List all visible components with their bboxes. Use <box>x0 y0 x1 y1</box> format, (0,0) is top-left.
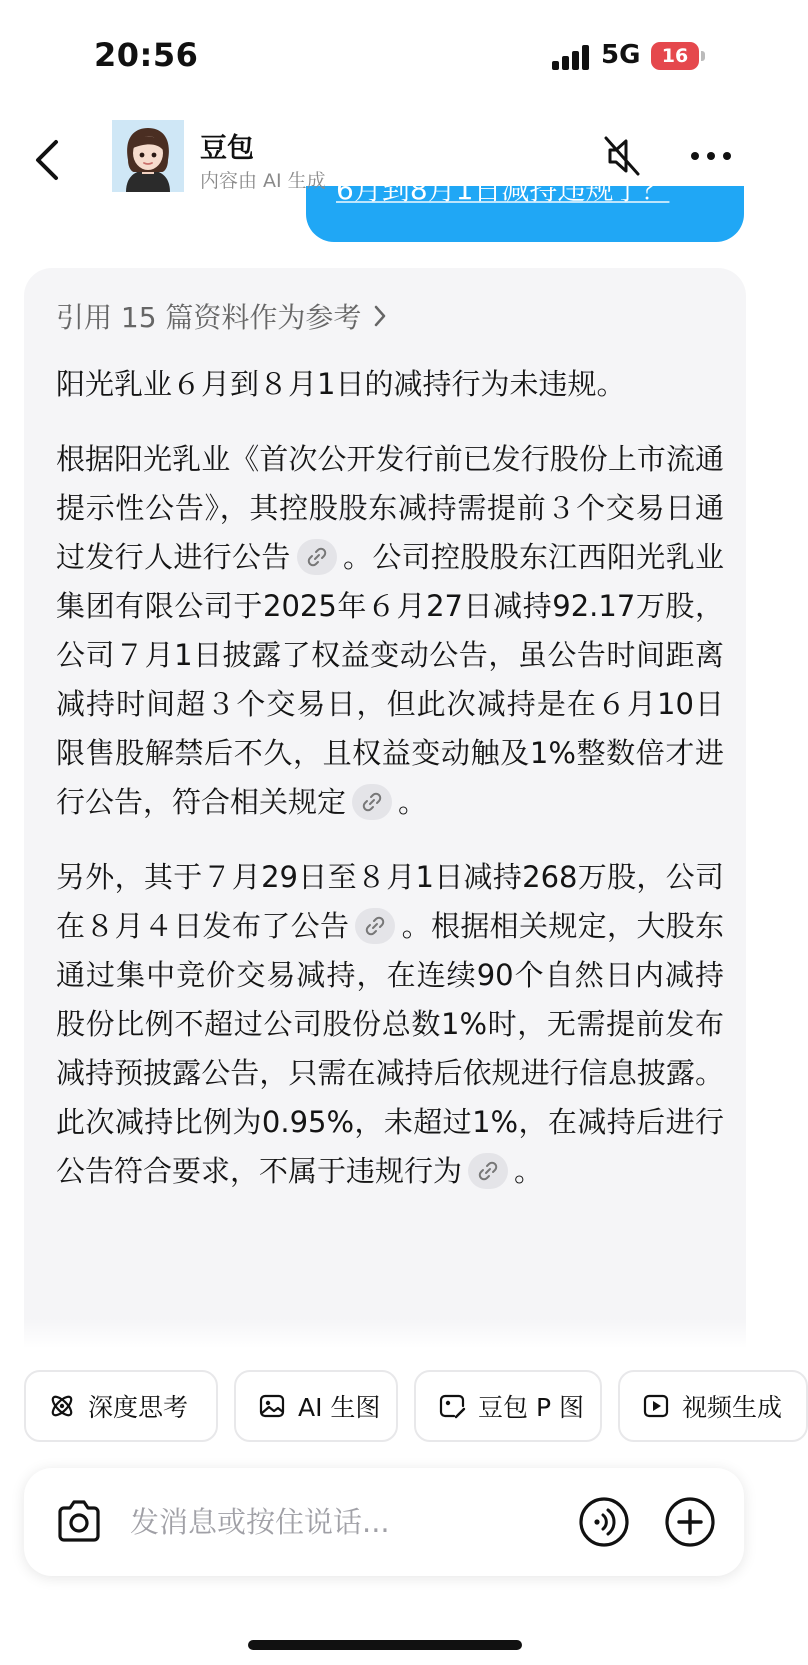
answer-paragraph-2: 根据阳光乳业《首次公开发行前已发行股份上市流通提示性公告》，其控股股东减持需提前３个交易日通过发行人进行公告 。公司控股股东江西阳光乳业集团有限公司于2025年６月27日减持92.17万股，公司７月1日披露了权益变动公告，虽公告时间距离减持时间超３个交易日，但此次减持是在６月10日限售股解禁后不久，且权益变动触及1%整数倍才进行公告，符合相关规定 。 <box>56 442 724 819</box>
ai-answer-card <box>24 268 746 1348</box>
citation-link-1[interactable] <box>297 539 337 575</box>
camera-button[interactable] <box>54 1498 104 1544</box>
answer-body <box>56 360 724 1222</box>
message-input-bar <box>24 1468 744 1576</box>
photo-edit-icon <box>438 1392 466 1420</box>
answer-paragraph-3: 另外，其于７月29日至８月1日减持268万股，公司在８月４日发布了公告 。根据相关规定，大股东通过集中竞价交易减持，在连续90个自然日内减持股份比例不超过公司股份总数1%时，无需提前发布减持预披露公告，只需在减持后依规进行信息披露。此次减持比例为0.95%，未超过1%，在减持后进行公告符合要求，不属于违规行为 。 <box>56 860 724 1188</box>
tool-label: 视频生成 <box>682 1393 783 1422</box>
link-icon <box>478 1161 498 1181</box>
back-arrow-icon <box>28 136 68 184</box>
status-bar <box>0 0 769 110</box>
link-icon <box>365 916 385 936</box>
more-icon <box>688 146 734 166</box>
citation-link-4[interactable] <box>468 1153 508 1189</box>
video-icon <box>642 1392 670 1420</box>
more-button[interactable] <box>688 146 734 166</box>
answer-paragraph-1: 阳光乳业６月到８月1日的减持行为未违规。 <box>56 367 626 401</box>
bot-name: 豆包 <box>200 133 254 164</box>
quick-tools-bar <box>24 1370 783 1444</box>
mute-icon <box>600 132 644 180</box>
link-icon <box>362 792 382 812</box>
back-button[interactable] <box>28 136 68 184</box>
chat-header <box>0 110 769 210</box>
citation-link-3[interactable] <box>355 908 395 944</box>
signal-icon <box>552 44 592 70</box>
atom-icon <box>48 1392 76 1420</box>
message-input[interactable]: 发消息或按住说话... <box>130 1505 390 1539</box>
add-button[interactable] <box>664 1496 716 1548</box>
chevron-right-icon <box>373 304 387 328</box>
voice-wave-icon <box>578 1496 630 1548</box>
reference-label: 引用 15 篇资料作为参考 <box>56 301 362 334</box>
voice-button[interactable] <box>578 1496 630 1548</box>
tool-label: 豆包 P 图 <box>478 1393 584 1422</box>
tool-video[interactable] <box>618 1370 808 1442</box>
reference-link[interactable] <box>56 296 387 336</box>
status-time: 20:56 <box>94 36 199 74</box>
home-indicator[interactable] <box>248 1640 522 1650</box>
network-type: 5G <box>601 40 641 70</box>
citation-link-2[interactable] <box>352 784 392 820</box>
card-fade <box>24 1318 746 1348</box>
tool-deep-thinking[interactable] <box>24 1370 218 1442</box>
image-icon <box>258 1392 286 1420</box>
tool-label: 深度思考 <box>88 1393 189 1422</box>
camera-icon <box>54 1498 104 1544</box>
battery-tip <box>701 51 705 61</box>
tool-ai-image[interactable] <box>234 1370 398 1442</box>
battery-level: 16 <box>661 45 689 67</box>
plus-circle-icon <box>664 1496 716 1548</box>
tool-label: AI 生图 <box>298 1393 381 1422</box>
tool-photo-edit[interactable] <box>414 1370 602 1442</box>
bot-subtitle: 内容由 AI 生成 <box>200 170 326 192</box>
link-icon <box>307 547 327 567</box>
mute-button[interactable] <box>600 132 644 180</box>
user-message-text: 6月到8月1日减持违规了？ <box>336 173 670 206</box>
avatar[interactable] <box>112 120 184 192</box>
